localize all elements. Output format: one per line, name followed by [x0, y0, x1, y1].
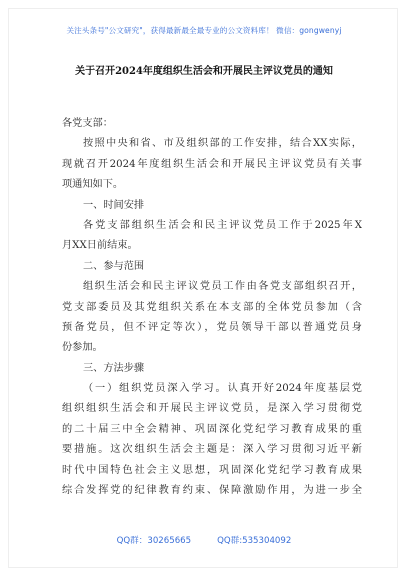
body-line: 各党支部组织生活会和民主评议党员工作于2025年X [83, 219, 362, 231]
body-line: 组织生活会和民主评议党员工作由各党支部组织召开， [83, 281, 362, 293]
header-banner: 关注头条号"公文研究"，获得最新最全最专业的公文资料库！ 微信：gongwenyj [66, 26, 342, 35]
body-line: 组织组织生活会和开展民主评议党员，是深入学习贯彻党 [62, 403, 362, 415]
body-line: （一）组织党员深入学习。认真开好2024年度基层党 [83, 383, 362, 395]
qq-group-1: QQ群：30265665 [116, 536, 192, 546]
document-body [62, 114, 362, 501]
body-line: 综合发挥党的纪律教育约束、保障激励作用，为进一步全 [62, 485, 362, 497]
footer-contact [0, 534, 408, 546]
body-line: 项通知如下。 [62, 179, 124, 191]
section-heading: 一、时间安排 [83, 199, 145, 211]
body-line: 时代中国特色社会主义思想，巩固深化党纪学习教育成果 [62, 464, 362, 476]
body-line: 份参加。 [62, 342, 103, 354]
body-line: 月XX日前结束。 [62, 240, 138, 252]
qq-group-2: QQ群:535304092 [217, 536, 292, 546]
body-line: 的二十届三中全会精神、巩固深化党纪学习教育成果的重 [62, 423, 362, 435]
section-heading: 二、参与范围 [83, 260, 145, 272]
body-line: 现就召开2024年度组织生活会和开展民主评议党员有关事 [62, 158, 362, 170]
body-line: 按照中央和省、市及组织部的工作安排，结合XX实际， [83, 138, 362, 150]
body-line: 党支部委员及其党组织关系在本支部的全体党员参加（含 [62, 301, 362, 313]
section-heading: 三、方法步骤 [83, 362, 145, 374]
body-line: 要措施。这次组织生活会主题是：深入学习贯彻习近平新 [62, 444, 362, 456]
document-title: 关于召开2024年度组织生活会和开展民主评议党员的通知 [75, 66, 333, 77]
body-line: 预备党员，但不评定等次），党员领导干部以普通党员身 [62, 321, 362, 333]
salutation-line: 各党支部： [62, 118, 113, 129]
